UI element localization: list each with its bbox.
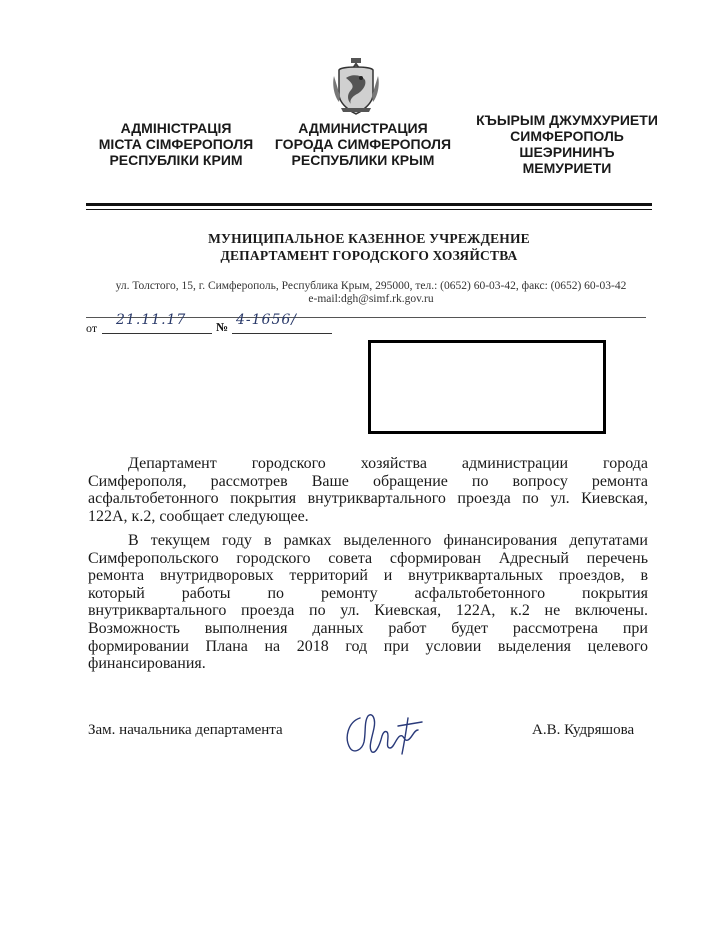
p2-line-5: внутриквартального проезда по ул. Киевская, 122А, к.2 не включены. bbox=[88, 602, 648, 620]
signatory-name: А.В. Кудряшова bbox=[532, 722, 635, 738]
p2-line-7: формировании Плана на 2018 год при условии выделения целевого bbox=[88, 637, 648, 655]
crimea-coat-of-arms-icon bbox=[331, 56, 381, 116]
organization-address bbox=[76, 280, 666, 306]
registration-number: 4-1656/ bbox=[236, 312, 297, 328]
number-underline bbox=[232, 333, 332, 334]
body-paragraph-2 bbox=[88, 532, 648, 673]
p1-line-3: асфальтобетонного покрытия внутриквартального проезда по ул. Киевская, bbox=[88, 490, 648, 508]
p1-line-4: 122А, к.2, сообщает следующее. bbox=[88, 507, 309, 525]
registration-date: 21.11.17 bbox=[116, 312, 187, 328]
header-divider-thin bbox=[86, 209, 652, 210]
p1-line-2: Симферополя, рассмотрев Ваше обращение по вопросу ремонта bbox=[88, 472, 648, 490]
p1-line-1: Департамент городского хозяйства администрации города bbox=[128, 455, 648, 472]
header-left-line-1: АДМІНІСТРАЦІЯ bbox=[120, 120, 232, 136]
header-left-line-3: РЕСПУБЛІКИ КРИМ bbox=[109, 152, 243, 168]
date-underline bbox=[102, 333, 212, 334]
header-right-line-4: МЕМУРИЕТИ bbox=[522, 160, 612, 176]
number-label: № bbox=[216, 320, 229, 334]
p2-line-2: Симферопольского городского совета сформирован Адресный перечень bbox=[88, 549, 648, 567]
p2-line-8: финансирования. bbox=[88, 655, 206, 673]
header-center-line-3: РЕСПУБЛИКИ КРЫМ bbox=[291, 152, 435, 168]
handwritten-signature-icon bbox=[338, 708, 438, 760]
body-paragraph-1 bbox=[88, 455, 648, 525]
registration-row bbox=[86, 312, 486, 336]
header-left-line-2: МІСТА СІМФЕРОПОЛЯ bbox=[98, 136, 254, 152]
organization-line-1: МУНИЦИПАЛЬНОЕ КАЗЕННОЕ УЧРЕЖДЕНИЕ bbox=[208, 231, 530, 246]
p2-line-1: В текущем году в рамках выделенного финансирования депутатами bbox=[128, 532, 648, 549]
from-label: от bbox=[86, 321, 98, 335]
header-center-line-2: ГОРОДА СИМФЕРОПОЛЯ bbox=[274, 136, 452, 152]
organization-line-2: ДЕПАРТАМЕНТ ГОРОДСКОГО ХОЗЯЙСТВА bbox=[220, 248, 518, 263]
signatory-position: Зам. начальника департамента bbox=[88, 722, 283, 738]
header-right-crimean-tatar bbox=[474, 112, 660, 176]
header-center-line-1: АДМИНИСТРАЦИЯ bbox=[298, 120, 428, 136]
address-line: ул. Толстого, 15, г. Симферополь, Республика Крым, 295000, тел.: (0652) 60-03-42, факс: (0652) 60-03-42 bbox=[115, 280, 627, 292]
header-divider-thick bbox=[86, 203, 652, 206]
header-left-ukrainian bbox=[86, 120, 266, 168]
p2-line-3: ремонта внутридворовых территорий и внутриквартальных проездов, в bbox=[88, 567, 648, 585]
header-center-russian bbox=[270, 120, 456, 168]
email-line: e-mail:dgh@simf.rk.gov.ru bbox=[308, 293, 434, 305]
header-right-line-2: СИМФЕРОПОЛЬ bbox=[510, 128, 624, 144]
p2-line-4: который работы по ремонту асфальтобетонного покрытия bbox=[88, 584, 648, 602]
header-right-line-3: ШЕЭРИНИНЪ bbox=[519, 144, 615, 160]
header-right-line-1: КЪЫРЫМ ДЖУМХУРИЕТИ bbox=[476, 112, 658, 128]
p2-line-6: Возможность выполнения данных работ будет рассмотрена при bbox=[88, 619, 648, 637]
organization-title bbox=[86, 230, 652, 264]
redacted-recipient-box bbox=[368, 340, 606, 434]
